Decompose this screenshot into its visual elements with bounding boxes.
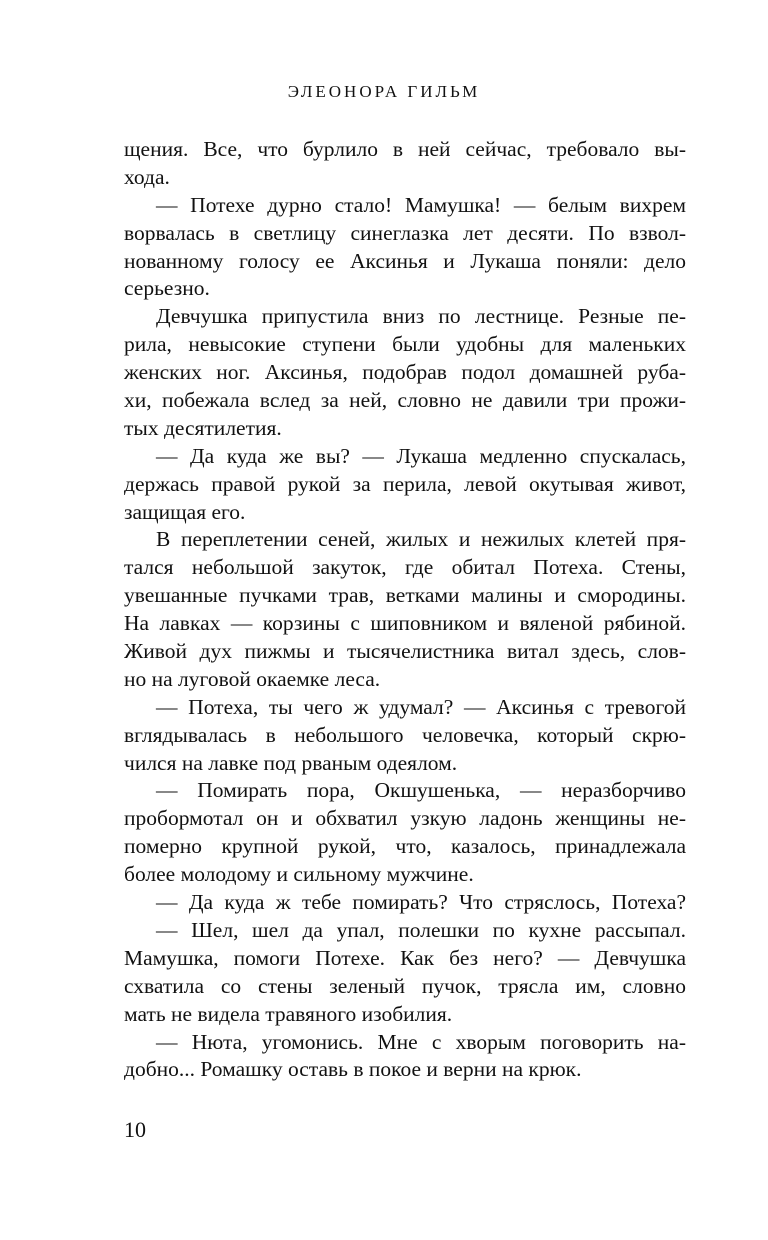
- text-line: тался небольшой закуток, где обитал Потеха. Стены,: [124, 555, 686, 580]
- text-line: — Нюта, угомонись. Мне с хворым поговорить на-: [156, 1029, 686, 1054]
- text-line: — Да куда же вы? — Лукаша медленно спускалась,: [156, 443, 686, 468]
- paragraph: [124, 777, 686, 889]
- paragraph: [124, 136, 686, 192]
- text-line: хода.: [124, 164, 170, 189]
- text-line: В переплетении сеней, жилых и нежилых клетей пря-: [156, 527, 686, 552]
- text-line: щения. Все, что бурлило в ней сейчас, требовало вы-: [124, 137, 686, 161]
- text-line: — Потехе дурно стало! Мамушка! — белым вихрем: [156, 192, 686, 217]
- text-line: но на луговой окаемке леса.: [124, 666, 381, 691]
- text-line: Живой дух пижмы и тысячелистника витал здесь, слов-: [124, 639, 686, 664]
- text-line: На лавках — корзины с шиповником и вяленой рябиной.: [124, 611, 686, 636]
- paragraph: [124, 889, 686, 917]
- text-line: добно... Ромашку оставь в покое и верни на крюк.: [124, 1057, 582, 1082]
- text-line: нованному голосу ее Аксинья и Лукаша поняли: дело: [124, 248, 686, 273]
- text-line: схватила со стены зеленый пучок, трясла им, словно: [124, 973, 686, 998]
- paragraph: [124, 443, 686, 527]
- text-line: ворвалась в светлицу синеглазка лет десяти. По взвол-: [124, 220, 686, 245]
- text-line: — Да куда ж тебе помирать? Что стряслось, Потеха?: [156, 890, 686, 915]
- text-line: более молодому и сильному мужчине.: [124, 862, 474, 887]
- paragraph: [124, 303, 686, 442]
- text-line: женских ног. Аксинья, подобрав подол домашней руба-: [124, 360, 686, 385]
- body-text: [124, 136, 686, 1084]
- text-line: чился на лавке под рваным одеялом.: [124, 750, 458, 775]
- text-line: вглядывалась в небольшого человечка, который скрю-: [124, 722, 686, 747]
- paragraph: [124, 192, 686, 304]
- text-line: увешанные пучками трав, ветками малины и смородины.: [124, 583, 686, 608]
- text-line: — Шел, шел да упал, полешки по кухне рассыпал.: [156, 917, 686, 942]
- text-line: мать не видела травяного изобилия.: [124, 1001, 453, 1026]
- running-header: ЭЛЕОНОРА ГИЛЬМ: [287, 82, 481, 101]
- text-line: пробормотал он и обхватил узкую ладонь женщины не-: [124, 806, 686, 831]
- text-line: серьезно.: [124, 276, 210, 301]
- text-line: хи, побежала вслед за ней, словно не давили три прожи-: [124, 388, 686, 413]
- text-line: тых десятилетия.: [124, 415, 282, 440]
- text-line: держась правой рукой за перила, левой окутывая живот,: [124, 471, 686, 496]
- text-line: Девчушка припустила вниз по лестнице. Резные пе-: [156, 304, 686, 329]
- text-line: Мамушка, помоги Потехе. Как без него? — Девчушка: [124, 945, 686, 970]
- page-number: 10: [124, 1117, 146, 1142]
- paragraph: [124, 526, 686, 693]
- paragraph: [124, 1029, 686, 1085]
- text-line: защищая его.: [124, 499, 246, 524]
- paragraph: [124, 694, 686, 778]
- text-line: померно крупной рукой, что, казалось, принадлежала: [124, 834, 686, 859]
- text-line: — Потеха, ты чего ж удумал? — Аксинья с тревогой: [156, 694, 686, 719]
- text-line: рила, невысокие ступени были удобны для маленьких: [124, 332, 686, 357]
- text-line: — Помирать пора, Окшушенька, — неразборчиво: [156, 778, 686, 803]
- paragraph: [124, 917, 686, 1029]
